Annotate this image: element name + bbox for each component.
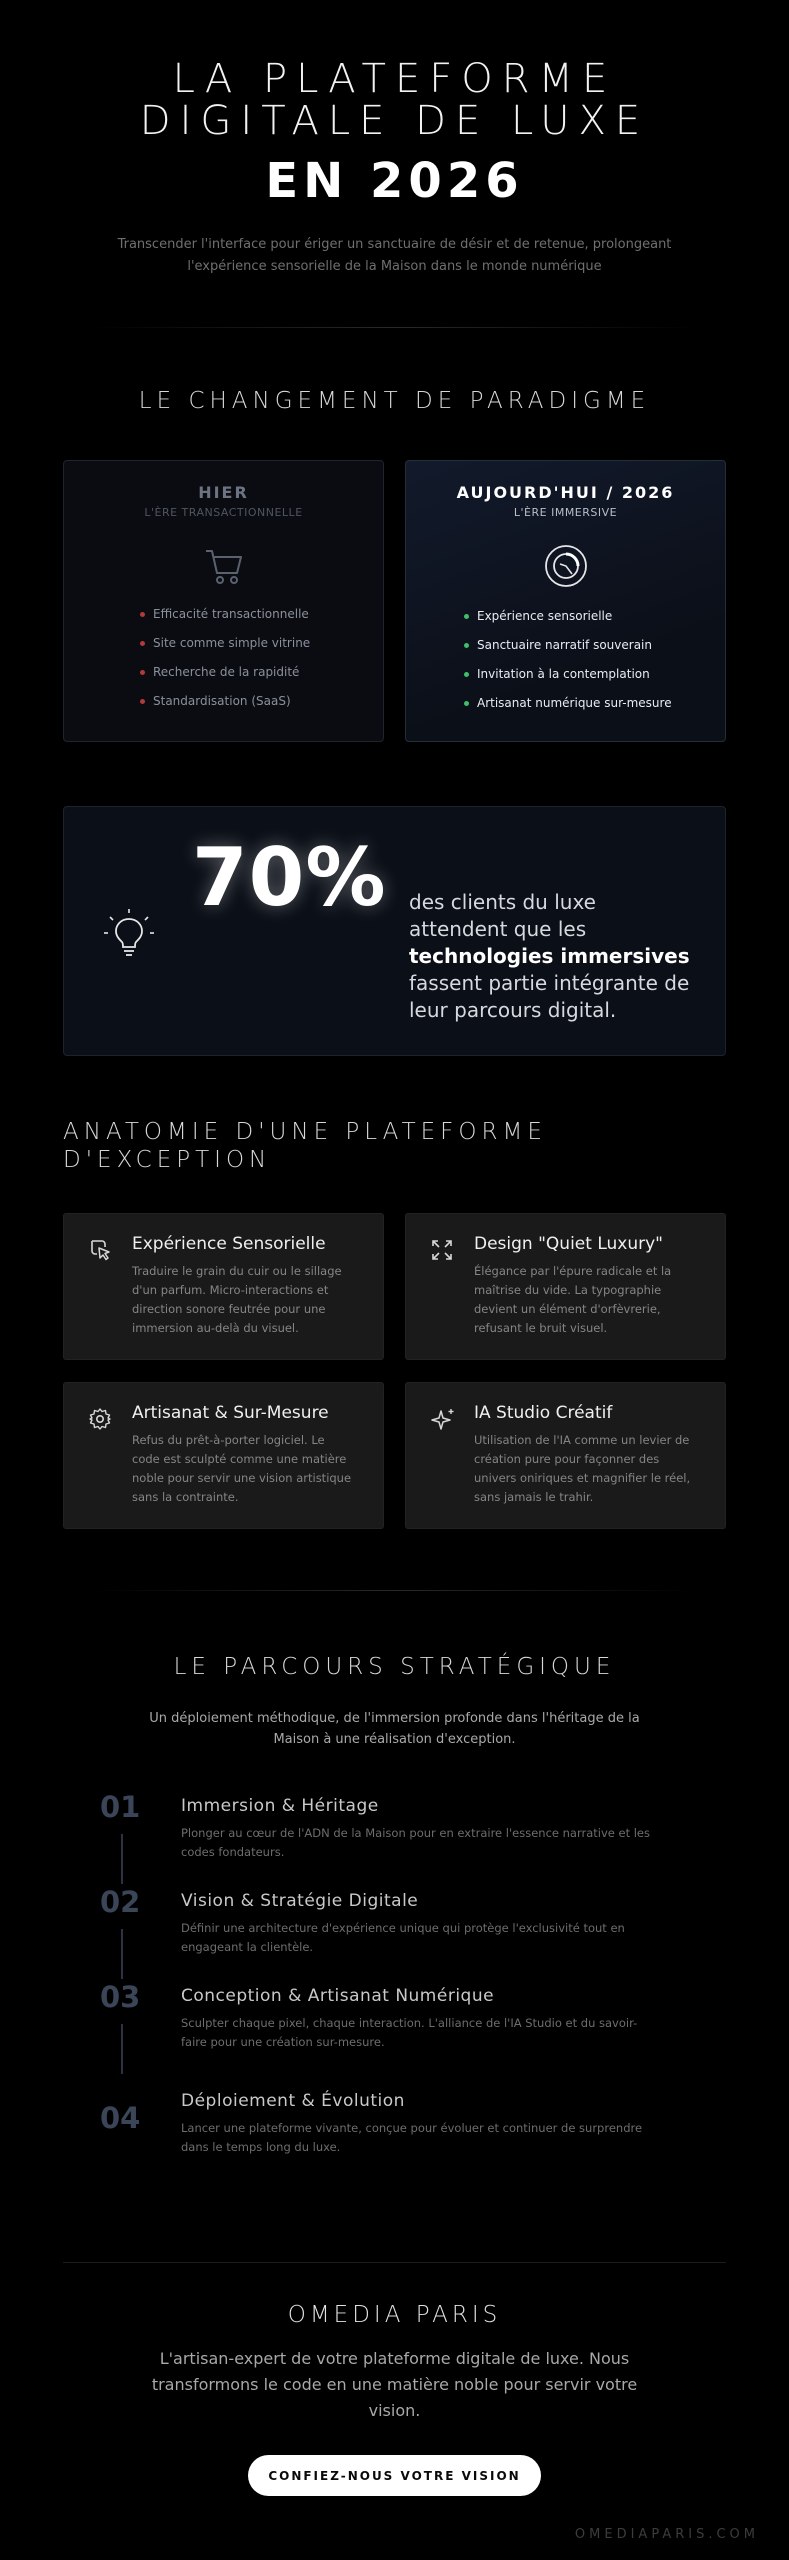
journey-step-3 — [100, 1980, 700, 2070]
list-item — [140, 636, 383, 665]
description-line: sans jamais le trahir. — [474, 1490, 594, 1504]
hero-subtitle — [95, 234, 695, 278]
description-line: dans le temps long du luxe. — [181, 2140, 341, 2154]
step-number: 01 — [100, 1790, 141, 1824]
description-line: Traduire le grain du cuir ou le sillage — [132, 1264, 342, 1278]
description-line: Élégance par l'épure radicale et la — [474, 1264, 672, 1278]
journey-step-2 — [100, 1885, 700, 1975]
list-item — [140, 694, 383, 723]
feature-card-title: Expérience Sensorielle — [132, 1234, 326, 1254]
brand-description — [130, 2346, 659, 2424]
stat-text-line: fassent partie intégrante de — [409, 971, 690, 995]
description-line: sans la contrainte. — [132, 1490, 239, 1504]
step-number: 03 — [100, 1980, 141, 2014]
anatomy-title-line-2: D'EXCEPTION — [63, 1147, 272, 1173]
step-connector — [121, 1929, 123, 1979]
hero — [0, 58, 789, 278]
description-line: immersion au-delà du visuel. — [132, 1321, 299, 1335]
sparkles-icon — [430, 1407, 456, 1433]
stat-text-line: leur parcours digital. — [409, 998, 617, 1022]
description-line: faire pour une création sur-mesure. — [181, 2035, 385, 2049]
paradigm-card-subtitle: L'ÈRE TRANSACTIONNELLE — [144, 506, 303, 519]
paradigm-card-title: HIER — [198, 483, 249, 502]
description-line: d'un parfum. Micro-interactions et — [132, 1283, 329, 1297]
bullet-dot — [464, 643, 469, 648]
description-line: codes fondateurs. — [181, 1845, 285, 1859]
step-description — [181, 2119, 671, 2157]
brand-description-line: transformons le code en une matière noble pour servir votre — [151, 2375, 638, 2394]
list-item-label: Efficacité transactionnelle — [153, 607, 309, 621]
feature-card-title: IA Studio Créatif — [474, 1403, 613, 1423]
list-item — [464, 667, 725, 696]
step-title: Immersion & Héritage — [181, 1796, 379, 1816]
paradigm-card-title: AUJOURD'HUI / 2026 — [456, 483, 675, 502]
list-item — [464, 609, 725, 638]
feature-card-title: Design "Quiet Luxury" — [474, 1234, 663, 1254]
feature-card-quiet-luxury — [405, 1213, 726, 1360]
feature-card-description — [474, 1431, 704, 1507]
paradigm-list-now — [406, 609, 725, 725]
paradigm-list-past — [64, 607, 383, 723]
hero-subtitle-line-1: Transcender l'interface pour ériger un sanctuaire de désir et de retenue, prolongeant — [117, 237, 672, 252]
lightbulb-icon — [102, 907, 156, 961]
bullet-dot — [140, 641, 145, 646]
feature-card-description — [132, 1431, 362, 1507]
list-item-label: Site comme simple vitrine — [153, 636, 311, 650]
brand-description-line: L'artisan-expert de votre plateforme digitale de luxe. Nous — [159, 2349, 630, 2368]
bullet-dot — [464, 672, 469, 677]
description-line: direction sonore feutrée pour une — [132, 1302, 326, 1316]
step-description — [181, 1824, 671, 1862]
paradigm-section-title: LE CHANGEMENT DE PARADIGME — [138, 388, 651, 414]
journey-subtitle-line: Un déploiement méthodique, de l'immersion profonde dans l'héritage de la — [149, 1711, 640, 1726]
feature-card-ia-studio — [405, 1382, 726, 1529]
description-line: maîtrise du vide. La typographie — [474, 1283, 662, 1297]
bullet-dot — [464, 701, 469, 706]
gear-icon — [88, 1407, 112, 1431]
step-description — [181, 2014, 671, 2052]
description-line: refusant le bruit visuel. — [474, 1321, 608, 1335]
list-item-label: Artisanat numérique sur-mesure — [477, 696, 672, 710]
paradigm-card-now — [405, 460, 726, 742]
journey-subtitle — [0, 1708, 789, 1750]
hero-year: EN 2026 — [265, 153, 524, 209]
stat-card — [63, 806, 726, 1056]
description-line: Sculpter chaque pixel, chaque interaction. L'alliance de l'IA Studio et du savoir- — [181, 2016, 638, 2030]
description-line: Lancer une plateforme vivante, conçue pour évoluer et continuer de surprendre — [181, 2121, 643, 2135]
list-item-label: Invitation à la contemplation — [477, 667, 650, 681]
anatomy-title-line-1: ANATOMIE D'UNE PLATEFORME — [63, 1119, 547, 1145]
list-item-label: Recherche de la rapidité — [153, 665, 300, 679]
section-divider — [90, 327, 699, 328]
feature-card-sensorielle — [63, 1213, 384, 1360]
stat-text-line: des clients du luxe — [409, 890, 596, 914]
step-title: Conception & Artisanat Numérique — [181, 1986, 495, 2006]
list-item-label: Sanctuaire narratif souverain — [477, 638, 652, 652]
list-item-label: Expérience sensorielle — [477, 609, 613, 623]
shopping-cart-icon — [202, 543, 246, 587]
description-line: noble pour servir une vision artistique — [132, 1471, 352, 1485]
journey-step-4 — [100, 2091, 700, 2177]
feature-card-description — [474, 1262, 704, 1338]
stat-text-line: attendent que les — [409, 917, 587, 941]
brand-name: OMEDIA PARIS — [287, 2302, 502, 2328]
description-line: Refus du prêt-à-porter logiciel. Le — [132, 1433, 325, 1447]
list-item — [464, 638, 725, 667]
feature-card-title: Artisanat & Sur-Mesure — [132, 1403, 329, 1423]
step-connector — [121, 1834, 123, 1884]
step-title: Déploiement & Évolution — [181, 2091, 405, 2111]
list-item — [140, 665, 383, 694]
cta-button[interactable]: CONFIEZ-NOUS VOTRE VISION — [248, 2455, 541, 2496]
stat-value: 70% — [192, 831, 387, 924]
journey-subtitle-line: Maison à une réalisation d'exception. — [273, 1732, 516, 1747]
list-item — [140, 607, 383, 636]
pointer-click-icon — [88, 1238, 112, 1262]
hero-title-line-1: LA PLATEFORME — [172, 56, 617, 102]
hero-title-line-2: DIGITALE DE LUXE — [139, 98, 650, 144]
bullet-dot — [464, 614, 469, 619]
feature-card-artisanat — [63, 1382, 384, 1529]
section-divider — [90, 1590, 699, 1591]
description-line: création pure pour façonner des — [474, 1452, 660, 1466]
anatomy-section-title — [63, 1118, 623, 1174]
step-description — [181, 1919, 671, 1957]
description-line: Définir une architecture d'expérience unique qui protège l'exclusivité tout en — [181, 1921, 625, 1935]
website-link[interactable]: OMEDIAPARIS.COM — [574, 2527, 759, 2542]
bullet-dot — [140, 670, 145, 675]
feature-card-description — [132, 1262, 362, 1338]
list-item — [464, 696, 725, 725]
description-line: univers oniriques et magnifier le réel, — [474, 1471, 691, 1485]
bullet-dot — [140, 699, 145, 704]
step-connector — [121, 2024, 123, 2074]
description-line: devient un élément d'orfèvrerie, — [474, 1302, 661, 1316]
journey-section-title: LE PARCOURS STRATÉGIQUE — [173, 1654, 616, 1680]
hero-subtitle-line-2: l'expérience sensorielle de la Maison dans le monde numérique — [187, 259, 602, 274]
paradigm-card-subtitle: L'ÈRE IMMERSIVE — [513, 506, 618, 519]
step-number: 02 — [100, 1885, 141, 1919]
stat-description — [409, 889, 709, 1024]
description-line: code est sculpté comme une matière — [132, 1452, 347, 1466]
description-line: Utilisation de l'IA comme un levier de — [474, 1433, 690, 1447]
step-number: 04 — [100, 2101, 141, 2135]
brand-description-line: vision. — [368, 2401, 421, 2420]
immersive-orbit-icon — [543, 543, 589, 589]
stat-text-emphasis: technologies immersives — [409, 944, 690, 968]
paradigm-card-past — [63, 460, 384, 742]
list-item-label: Standardisation (SaaS) — [153, 694, 291, 708]
expand-arrows-icon — [430, 1238, 454, 1262]
description-line: Plonger au cœur de l'ADN de la Maison pour en extraire l'essence narrative et les — [181, 1826, 650, 1840]
description-line: engageant la clientèle. — [181, 1940, 314, 1954]
section-divider — [63, 2262, 726, 2263]
bullet-dot — [140, 612, 145, 617]
journey-step-1 — [100, 1790, 700, 1880]
step-title: Vision & Stratégie Digitale — [181, 1891, 419, 1911]
